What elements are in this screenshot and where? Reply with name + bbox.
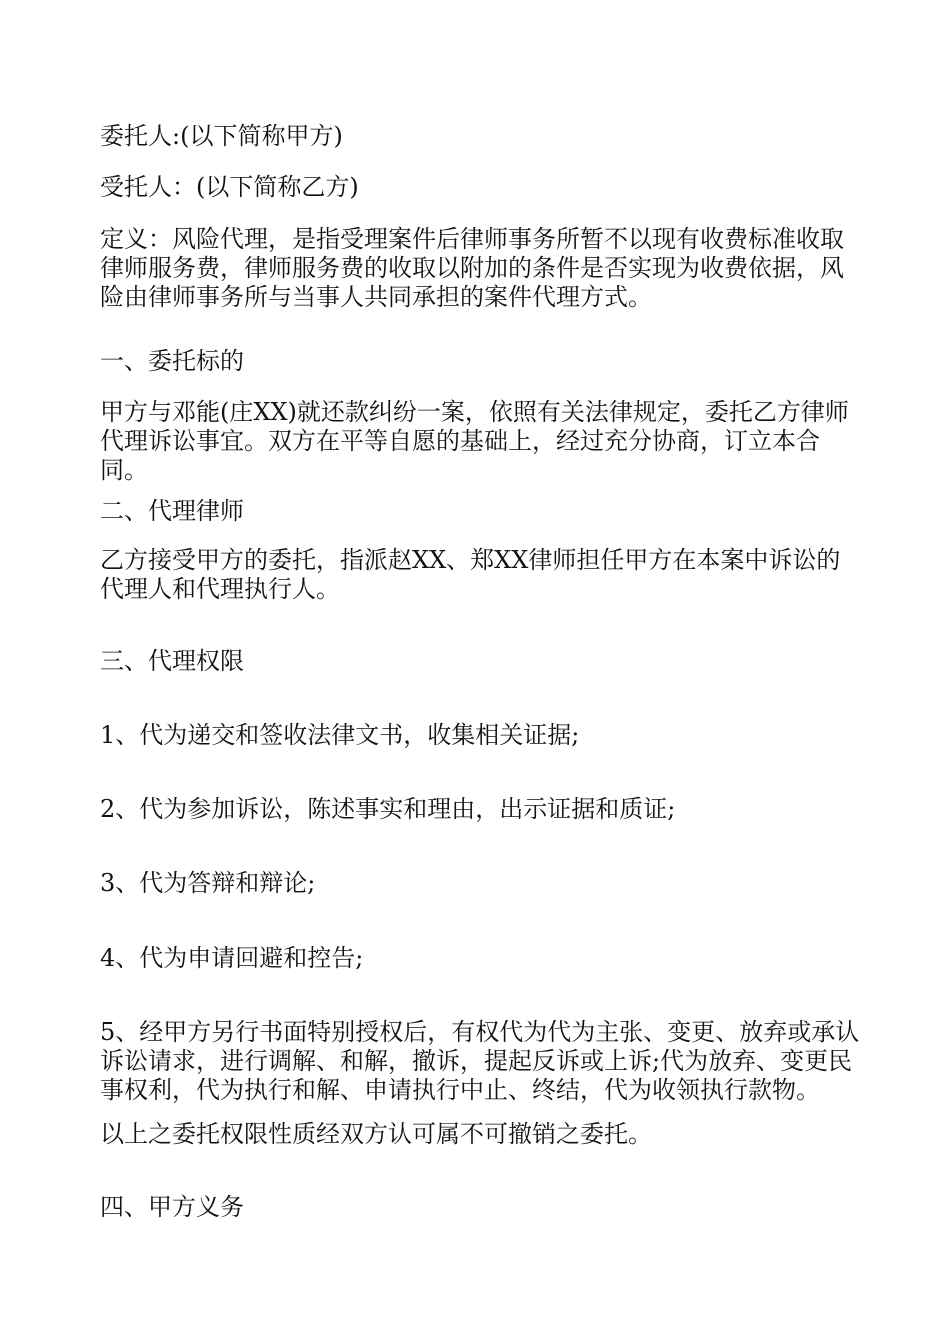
section-body-1: 甲方与邓能(庄XX)就还款纠纷一案，依照有关法律规定，委托乙方律师代理诉讼事宜。双方在平等自愿的基础上，经过充分协商，订立本合同。 [100, 398, 849, 484]
authority-note: 以上之委托权限性质经双方认可属不可撤销之委托。 [100, 1120, 652, 1148]
principal-line: 委托人:(以下简称甲方) [100, 122, 343, 150]
section-body-2: 乙方接受甲方的委托，指派赵XX、郑XX律师担任甲方在本案中诉讼的代理人和代理执行人。 [100, 546, 841, 603]
agent-line: 受托人：(以下简称乙方) [100, 173, 359, 201]
authority-item-3: 3、代为答辩和辩论; [100, 869, 316, 897]
authority-item-2: 2、代为参加诉讼，陈述事实和理由，出示证据和质证; [100, 795, 676, 823]
authority-item-4: 4、代为申请回避和控告; [100, 944, 364, 972]
authority-item-1: 1、代为递交和签收法律文书，收集相关证据; [100, 721, 580, 749]
section-heading-2: 二、代理律师 [100, 497, 244, 525]
section-heading-3: 三、代理权限 [100, 647, 244, 675]
authority-item-5: 5、经甲方另行书面特别授权后，有权代为代为主张、变更、放弃或承认诉讼请求，进行调解、和解，撤诉，提起反诉或上诉;代为放弃、变更民事权利，代为执行和解、申请执行中止、终结，代为收领执行款物。 [100, 1018, 860, 1104]
section-heading-4: 四、甲方义务 [100, 1193, 244, 1221]
definition-paragraph: 定义：风险代理，是指受理案件后律师事务所暂不以现有收费标准收取律师服务费，律师服务费的收取以附加的条件是否实现为收费依据，风险由律师事务所与当事人共同承担的案件代理方式。 [100, 225, 844, 311]
section-heading-1: 一、委托标的 [100, 347, 244, 375]
